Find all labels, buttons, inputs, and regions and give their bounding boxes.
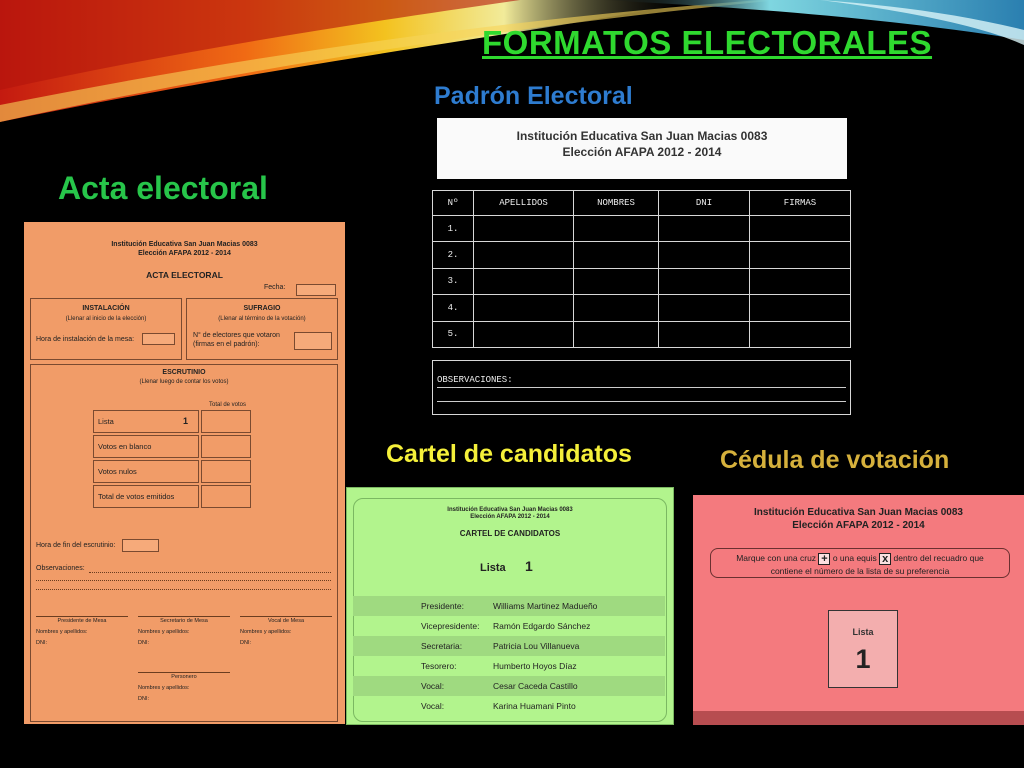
padron-row	[433, 242, 851, 268]
acta-date-field[interactable]	[296, 284, 336, 296]
padron-banner	[437, 118, 847, 179]
acta-blank-votes-field[interactable]	[201, 435, 251, 458]
plus-icon: +	[818, 553, 830, 565]
cartel-form-title: CARTEL DE CANDIDATOS	[459, 529, 561, 538]
acta-document	[24, 222, 345, 724]
candidate-name: Karina Huamani Pinto	[493, 701, 576, 711]
acta-list-cell	[93, 410, 199, 433]
padron-row	[433, 268, 851, 294]
padron-header-row	[433, 191, 851, 216]
padron-row	[433, 295, 851, 321]
padron-col-signatures: FIRMAS	[750, 191, 851, 216]
acta-installation-title: INSTALACIÓN	[82, 305, 130, 312]
acta-end-time-field[interactable]	[122, 539, 159, 552]
cedula-document	[693, 495, 1024, 725]
acta-dni-label: DNI:	[240, 640, 251, 646]
candidate-row	[353, 676, 665, 696]
acta-count-box	[30, 364, 338, 722]
candidate-row	[353, 656, 665, 676]
acta-signature-line	[138, 672, 230, 673]
acta-date-label: Fecha:	[264, 284, 286, 291]
acta-voters-label: N° de electores que votaron	[193, 332, 280, 339]
padron-row-number: 4.	[433, 295, 474, 321]
acta-institution: Institución Educativa San Juan Macias 0083	[111, 241, 258, 248]
acta-count-note: (Llenar luego de contar los votos)	[139, 379, 229, 385]
acta-list-number: 1	[183, 416, 189, 426]
acta-installation-time-field[interactable]	[142, 333, 175, 345]
acta-total-votes-label: Total de votos	[209, 402, 247, 408]
cedula-instruction-line2: contiene el número de la lista de su preferencia	[770, 565, 950, 576]
cedula-heading: Cédula de votación	[720, 446, 950, 474]
acta-observations-line	[36, 589, 331, 590]
acta-blank-votes-label: Votos en blanco	[93, 435, 199, 458]
candidate-row	[353, 696, 665, 716]
acta-names-label: Nombres y apellidos:	[138, 685, 190, 691]
acta-total-emitted-field[interactable]	[201, 485, 251, 508]
padron-row-number: 2.	[433, 242, 474, 268]
acta-names-label: Nombres y apellidos:	[138, 629, 190, 635]
candidate-role: Tesorero:	[421, 661, 457, 671]
padron-table	[432, 190, 851, 348]
candidate-role: Vocal:	[421, 701, 445, 711]
acta-total-emitted-label: Total de votos emitidos	[93, 485, 199, 508]
cedula-list-number: 1	[855, 644, 871, 674]
acta-names-label: Nombres y apellidos:	[240, 629, 292, 635]
acta-signature-line	[36, 616, 128, 617]
page-title: FORMATOS ELECTORALES	[482, 24, 933, 61]
cedula-list-label: Lista	[852, 627, 874, 637]
cedula-instruction-part3: dentro del recuadro que	[893, 553, 984, 563]
x-mark-icon: x	[879, 553, 891, 565]
divider	[437, 387, 846, 388]
padron-col-names: NOMBRES	[574, 191, 659, 216]
acta-dni-label: DNI:	[138, 696, 149, 702]
cedula-bottom-band	[693, 711, 1024, 725]
cartel-document	[346, 487, 674, 725]
acta-installation-time-label: Hora de instalación de la mesa:	[36, 336, 135, 343]
divider	[437, 401, 846, 402]
candidate-name: Humberto Hoyos Díaz	[493, 661, 577, 671]
acta-president-label: Presidente de Mesa	[57, 618, 107, 624]
acta-installation-note: (Llenar al inicio de la elección)	[65, 316, 147, 322]
acta-observations-label: Observaciones:	[36, 565, 85, 572]
padron-observations	[432, 360, 851, 415]
candidate-name: Patricia Lou Villanueva	[493, 641, 580, 651]
acta-voters-label-2: (firmas en el padrón):	[193, 341, 260, 348]
acta-suffrage-title: SUFRAGIO	[243, 305, 281, 312]
candidate-role: Vicepresidente:	[421, 621, 480, 631]
acta-observations-line	[36, 580, 331, 581]
candidate-role: Secretaria:	[421, 641, 463, 651]
acta-voters-field[interactable]	[294, 332, 332, 350]
cedula-list-box[interactable]	[828, 610, 898, 688]
acta-dni-label: DNI:	[36, 640, 47, 646]
acta-suffrage-box	[186, 298, 338, 360]
padron-row	[433, 321, 851, 347]
candidate-row	[353, 636, 665, 656]
cedula-instructions	[710, 548, 1010, 578]
cartel-institution: Institución Educativa San Juan Macias 0083	[447, 507, 573, 513]
cedula-election: Elección AFAPA 2012 - 2014	[792, 520, 925, 531]
candidate-row	[353, 616, 665, 636]
cartel-list-number: 1	[525, 558, 533, 574]
acta-installation-box	[30, 298, 182, 360]
padron-row-number: 5.	[433, 321, 474, 347]
candidate-name: Williams Martinez Madueño	[493, 601, 598, 611]
acta-dni-label: DNI:	[138, 640, 149, 646]
candidate-name: Cesar Caceda Castillo	[493, 681, 578, 691]
acta-secretary-label: Secretario de Mesa	[160, 618, 208, 624]
cartel-election: Elección AFAPA 2012 - 2014	[470, 514, 550, 520]
acta-null-votes-field[interactable]	[201, 460, 251, 483]
padron-row-number: 1.	[433, 216, 474, 242]
cedula-instruction-part2: o una equis	[832, 553, 877, 563]
padron-heading: Padrón Electoral	[434, 82, 633, 110]
padron-election: Elección AFAPA 2012 - 2014	[562, 145, 722, 159]
cartel-heading: Cartel de candidatos	[386, 440, 632, 468]
acta-suffrage-note: (Llenar al término de la votación)	[218, 316, 306, 322]
acta-election: Elección AFAPA 2012 - 2014	[138, 250, 231, 257]
padron-col-dni: DNI	[659, 191, 750, 216]
candidate-role: Vocal:	[421, 681, 445, 691]
padron-col-number: Nº	[433, 191, 474, 216]
cedula-instruction-part1: Marque con una cruz	[736, 553, 817, 563]
acta-vocal-label: Vocal de Mesa	[267, 618, 305, 624]
acta-signature-line	[138, 616, 230, 617]
acta-form-title: ACTA ELECTORAL	[146, 270, 223, 280]
acta-personero-label: Personero	[171, 674, 197, 680]
cedula-institution: Institución Educativa San Juan Macias 0083	[754, 507, 963, 518]
padron-col-surnames: APELLIDOS	[474, 191, 574, 216]
acta-heading: Acta electoral	[58, 170, 268, 206]
acta-observations-line	[89, 572, 331, 573]
acta-null-votes-label: Votos nulos	[93, 460, 199, 483]
acta-list-votes-field[interactable]	[201, 410, 251, 433]
padron-row	[433, 216, 851, 242]
acta-names-label: Nombres y apellidos:	[36, 629, 88, 635]
padron-row-number: 3.	[433, 268, 474, 294]
candidate-name: Ramón Edgardo Sánchez	[493, 621, 591, 631]
candidate-row	[353, 596, 665, 616]
padron-institution: Institución Educativa San Juan Macias 0083	[516, 129, 768, 143]
padron-observations-label: OBSERVACIONES:	[437, 375, 513, 385]
acta-list-label: Lista	[98, 417, 114, 426]
acta-signature-line	[240, 616, 332, 617]
candidate-role: Presidente:	[421, 601, 464, 611]
acta-end-time-label: Hora de fin del escrutinio:	[36, 542, 116, 549]
acta-count-title: ESCRUTINIO	[162, 369, 206, 376]
cartel-list-label: Lista	[480, 562, 506, 574]
